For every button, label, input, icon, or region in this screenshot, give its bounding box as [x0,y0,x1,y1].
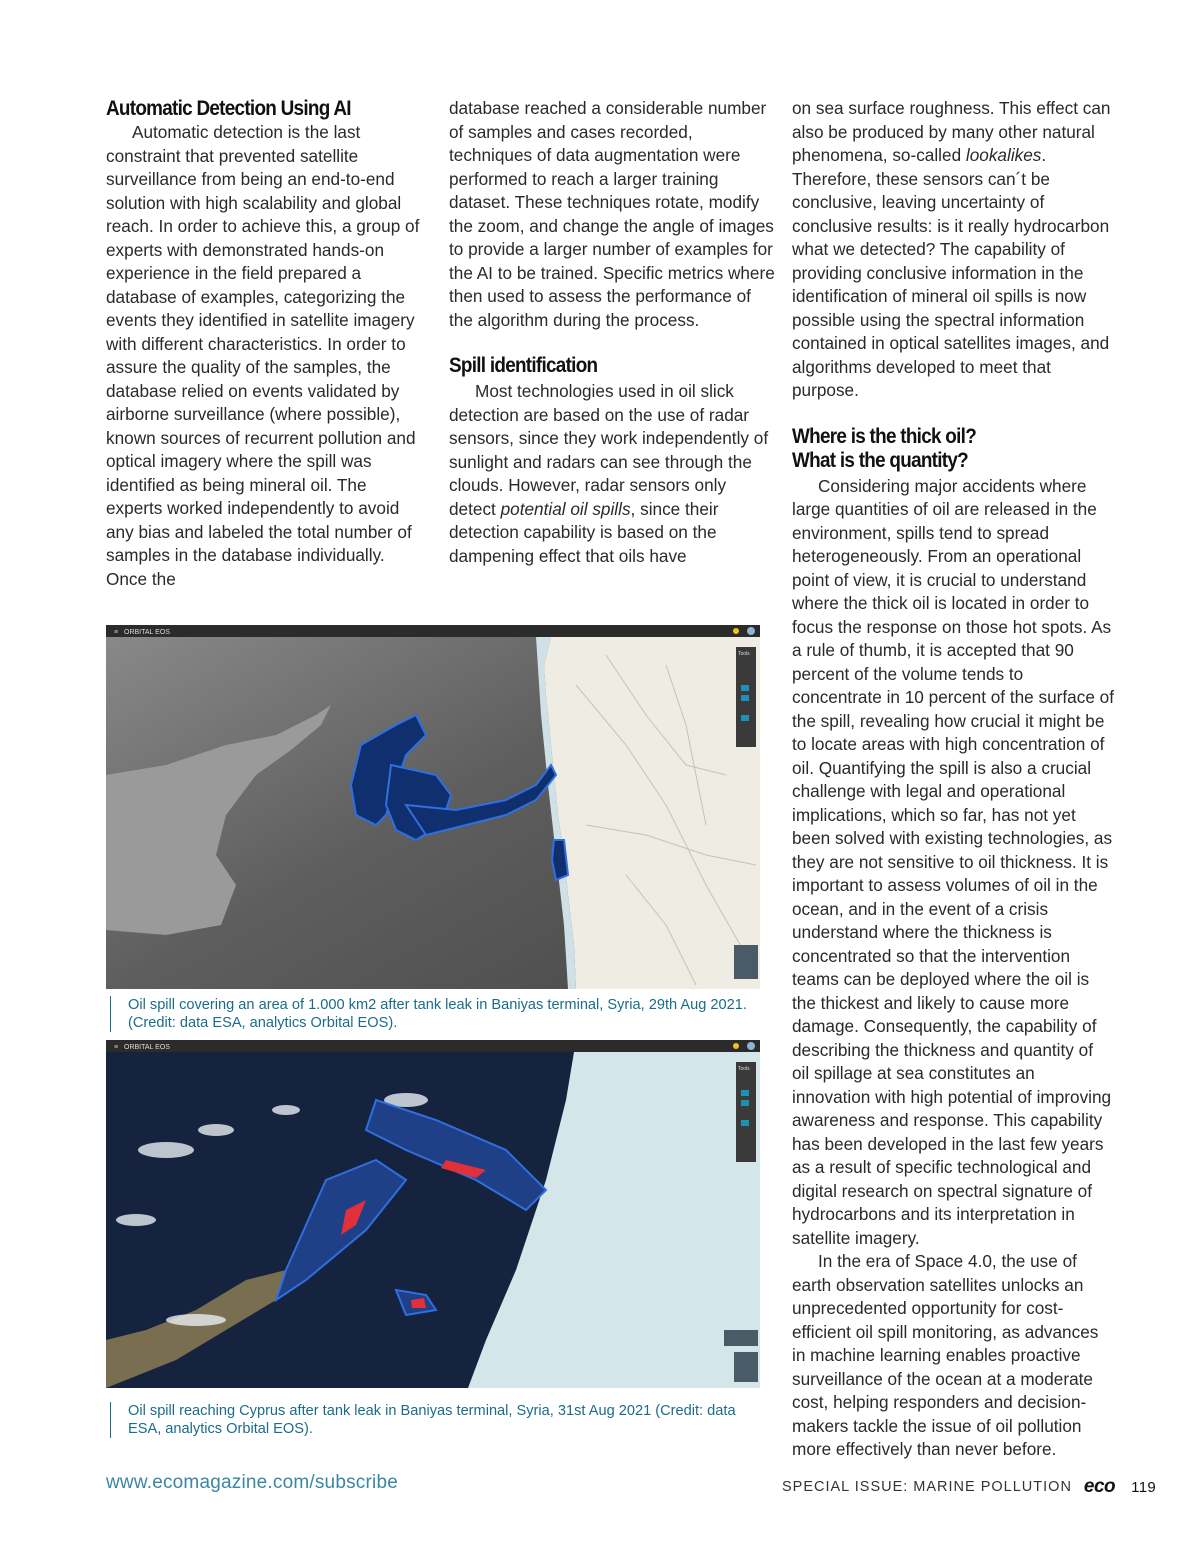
footer-issue [782,1476,1156,1498]
tool-button[interactable] [741,715,749,721]
notification-icon[interactable] [733,1043,739,1049]
notification-icon[interactable] [733,628,739,634]
issue-label: SPECIAL ISSUE: MARINE POLLUTION [782,1479,1072,1495]
text-run: . Therefore, these sensors can´t be conclusive, leaving uncertainty of conclusive results: is it really hydrocarbon what we detected? The capability of providing conclusive information in the identification of mineral oil spills is now possible using the spectral information contained in optical satellites images, and algorithms developed to meet that purpose. [792,145,1110,400]
tools-label: Tools [738,651,750,657]
text-run: Most technologies used in oil slick detection are based on the use of radar sensors, since they work independently of sunlight and radars can see through the clouds. However, radar sensors only detect [449,381,769,519]
avatar[interactable] [747,1042,755,1050]
figure-1-caption: Oil spill covering an area of 1.000 km2 after tank leak in Baniyas terminal, Syria, 29th Aug 2021. (Credit: data ESA, analytics Orbital EOS). [110,996,760,1032]
tool-button[interactable] [741,1120,749,1126]
figure-radar-spill-map [106,625,760,989]
app-top-bar [106,1040,760,1052]
paragraph [449,380,775,568]
heading-spill-identification: Spill identification [449,354,598,377]
page-number: 119 [1131,1478,1156,1496]
basemap-thumbnail[interactable] [734,945,758,979]
radar-map-image [106,625,760,989]
brand-logo: ORBITAL EOS [124,1044,170,1051]
basemap-thumbnail[interactable] [734,1352,758,1382]
tool-button[interactable] [741,1090,749,1096]
heading-line: Where is the thick oil? [792,424,977,448]
opacity-slider[interactable] [724,1330,758,1346]
tool-button[interactable] [741,1100,749,1106]
tools-label: Tools [738,1066,750,1072]
paragraph: database reached a considerable number of samples and cases recorded, techniques of data augmentation were performed to reach a larger training dataset. These techniques rotate, modify the zoom, and change the angle of images to provide a larger number of examples for the AI to be trained. Specific metrics where then used to assess the performance of the algorithm during the process. [449,98,775,330]
heading-automatic-detection: Automatic Detection Using AI [106,97,351,120]
menu-icon[interactable]: ≡ [114,1044,119,1051]
paragraph [792,97,1114,403]
figure-2-caption: Oil spill reaching Cyprus after tank leak in Baniyas terminal, Syria, 31st Aug 2021 (Credit: data ESA, analytics Orbital EOS). [110,1402,760,1438]
paragraph: Considering major accidents where large quantities of oil are released in the environment, spills tend to spread heterogeneously. From an operational point of view, it is crucial to understand where the thick oil is located in order to focus the response on those hot spots. As a rule of thumb, it is accepted that 90 percent of the volume tends to concentrate in 10 percent of the surface of the spill, revealing how crucial it might be to locate areas with high concentration of oil. Quantifying the spill is also a crucial challenge with legal and operational implications, which so far, has not yet been solved with existing technologies, as they are not sensitive to oil thickness. It is important to assess volumes of oil in the ocean, and in the event of a crisis understand where the thickness is concentrated so that the intervention teams can be deployed where the oil is the thickest and likely to cause more damage. Consequently, the capability of describing the thickness and quantity of oil spillage at sea constitutes an innovation with high potential of improving awareness and response. This capability has been developed in the last few years as a result of specific technological and digital research on spectral signature of hydrocarbons and its interpretation in satellite imagery. [792,475,1114,1248]
menu-icon[interactable]: ≡ [114,629,119,636]
heading-thick-oil [792,425,1082,473]
column-1 [106,97,424,591]
avatar[interactable] [747,627,755,635]
text-run: on sea surface roughness. This effect can also be produced by many other natural phenomena, so-called [792,98,1111,165]
text-run: , since their detection capability is based on the dampening effect that oils have [449,498,719,566]
brand-logo: ORBITAL EOS [124,629,170,636]
paragraph: In the era of Space 4.0, the use of earth observation satellites unlocks an unprecedented opportunity for cost-efficient oil spill monitoring, as advances in machine learning enables proactive surveillance of the ocean at a moderate cost, helping responders and decision-makers tackle the issue of oil pollution more effectively than never before. [792,1251,1099,1459]
optical-map-image [106,1040,760,1388]
tool-button[interactable] [741,685,749,691]
heading-line: What is the quantity? [792,448,968,472]
tools-panel [736,1062,756,1162]
figure-optical-spill-map [106,1040,760,1388]
emphasis-text: potential oil spills [500,498,631,519]
paragraph: Automatic detection is the last constraint that prevented satellite surveillance from being an end-to-end solution with high scalability and global reach. In order to achieve this, a group of experts with demonstrated hands-on experience in the field prepared a database of examples, categorizing the events they identified in satellite imagery with different characteristics. In order to assure the quality of the samples, the database relied on events validated by airborne surveillance (where possible), known sources of recurrent pollution and optical imagery where the spill was identified as being mineral oil. The experts worked independently to avoid any bias and labeled the total number of samples in the database individually. Once the [106,122,420,589]
column-3 [792,97,1114,1462]
app-top-bar [106,625,760,637]
emphasis-text: lookalikes [965,145,1042,165]
land-area [544,637,760,989]
column-2 [449,97,775,568]
tool-button[interactable] [741,695,749,701]
footer-url[interactable]: www.ecomagazine.com/subscribe [106,1472,398,1493]
eco-logo: eco [1083,1476,1116,1497]
